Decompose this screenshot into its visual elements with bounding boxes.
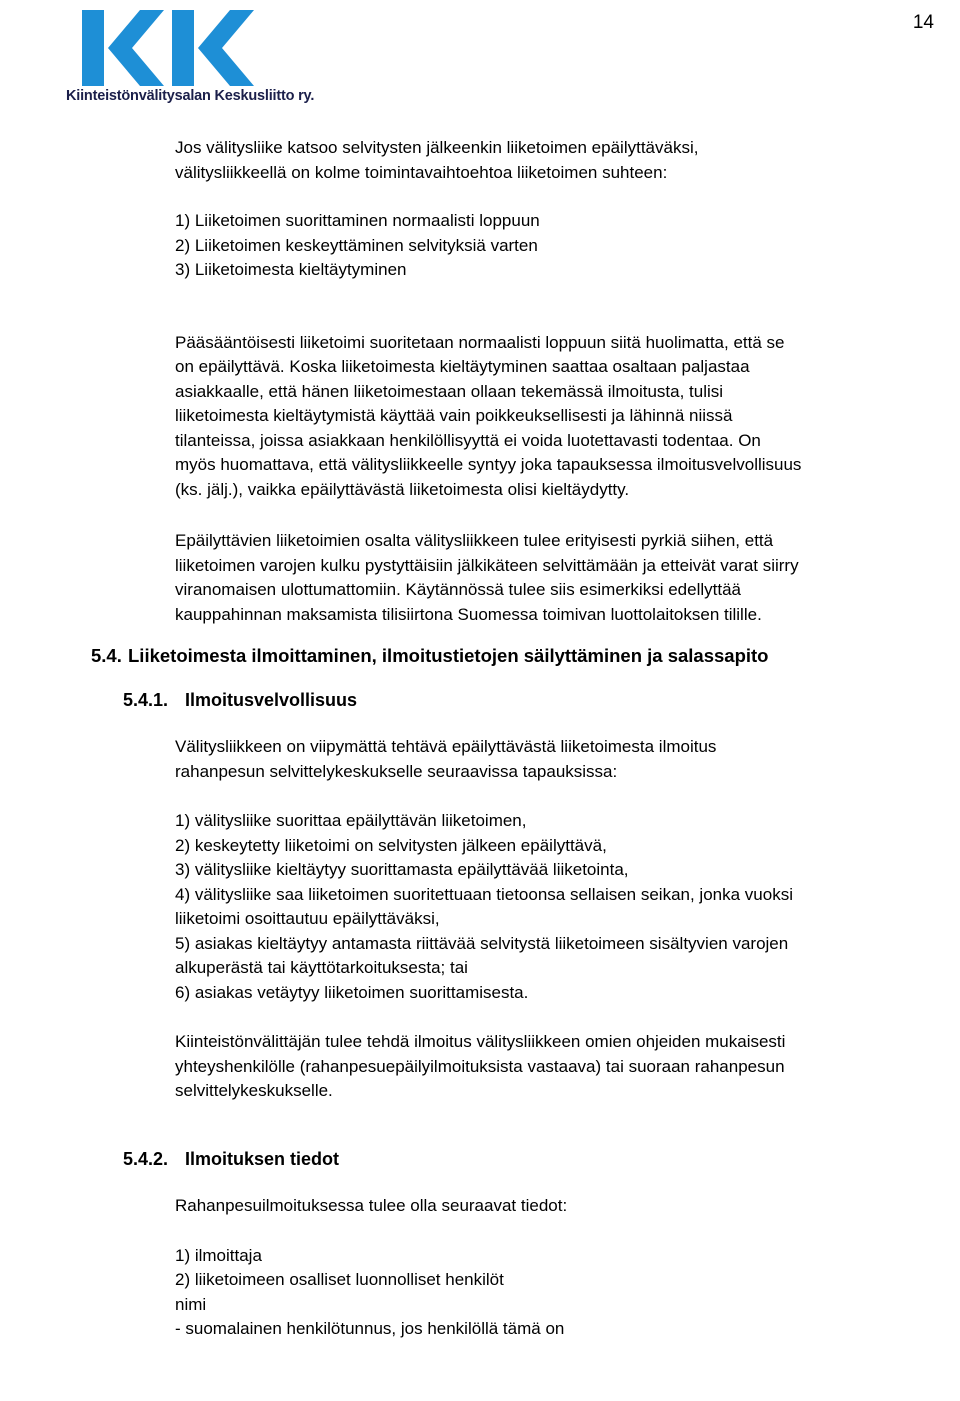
suspicious-transactions-paragraph — [175, 529, 945, 627]
main-practice-paragraph — [175, 331, 945, 503]
case-item: 2) keskeytetty liiketoimi on selvitysten jälkeen epäilyttävä, — [175, 835, 607, 855]
paragraph-line: liiketoimen varojen kulku pystyttäisiin jälkikäteen selvittämään ja etteivät varat siirry — [175, 555, 799, 575]
paragraph-line: Välitysliikkeen on viipymättä tehtävä epäilyttävästä liiketoimesta ilmoitus — [175, 737, 717, 756]
intro-paragraph — [175, 136, 945, 185]
reporting-closing — [175, 1030, 945, 1104]
case-item: 4) välitysliike saa liiketoimen suoritettuaan tietoonsa sellaisen seikan, jonka vuoksi — [175, 884, 793, 904]
logo-k2-stem — [172, 10, 194, 86]
paragraph-line: Kiinteistönvälittäjän tulee tehdä ilmoitus välitysliikkeen omien ohjeiden mukaisesti — [175, 1032, 786, 1051]
section-heading-5-4-1 — [123, 690, 357, 711]
case-item: 3) välitysliike kieltäytyy suorittamasta epäilyttävää liiketointa, — [175, 860, 629, 879]
organization-logo — [62, 8, 315, 108]
case-item: alkuperästä tai käyttötarkoituksesta; tai — [175, 958, 468, 977]
section-number: 5.4.2. — [123, 1149, 169, 1169]
logo-text: Kiinteistönvälitysalan Keskusliitto ry. — [66, 88, 315, 104]
paragraph-line: liiketoimesta kieltäytymistä käyttää vain poikkeuksellisesti ja lähinnä niissä — [175, 406, 733, 425]
section-a — [175, 136, 945, 627]
paragraph-line: myös huomattava, että välitysliikkeelle syntyy joka tapauksessa ilmoitusvelvollisuus — [175, 455, 802, 474]
logo-k2-lower-arm — [198, 48, 254, 86]
paragraph-line: yhteyshenkilölle (rahanpesuepäilyilmoituksista vastaava) tai suoraan rahanpesun — [175, 1056, 785, 1076]
paragraph-line: Pääsääntöisesti liiketoimi suoritetaan normaalisti loppuun siitä huolimatta, että se — [175, 332, 785, 352]
section-heading-5-4-2 — [123, 1149, 339, 1170]
content-item: 2) liiketoimeen osalliset luonnolliset henkilöt — [175, 1270, 504, 1289]
case-item: 5) asiakas kieltäytyy antamasta riittävää selvitystä liiketoimeen sisältyvien varojen — [175, 933, 789, 953]
options-list — [175, 209, 945, 283]
paragraph-line: tilanteissa, joissa asiakkaan henkilöllisyyttä ei voida luotettavasti todentaa. On — [175, 430, 761, 450]
content-item: 1) ilmoittaja — [175, 1245, 262, 1265]
paragraph-line: Epäilyttävien liiketoimien osalta välitysliikkeen tulee erityisesti pyrkiä siihen, että — [175, 531, 774, 550]
report-contents-list — [175, 1244, 945, 1342]
paragraph-line: kauppahinnan maksamista tilisiirtona Suomessa toimivan luottolaitoksen tilille. — [175, 604, 762, 624]
reporting-intro — [175, 735, 945, 784]
section-5-4-2-body — [175, 1194, 945, 1342]
section-heading-5-4 — [91, 645, 768, 667]
content-item: nimi — [175, 1294, 207, 1314]
paragraph-line: viranomaisen ulottumattomiin. Käytännössä tulee siis esimerkiksi edellyttää — [175, 580, 741, 599]
case-item: 1) välitysliike suorittaa epäilyttävän liiketoimen, — [175, 811, 527, 830]
logo-k1-upper-arm — [108, 10, 164, 48]
paragraph-line: rahanpesun selvittelykeskukselle seuraavissa tapauksissa: — [175, 761, 618, 781]
section-title: Ilmoituksen tiedot — [185, 1149, 340, 1169]
option-item: 1) Liiketoimen suorittaminen normaalisti loppuun — [175, 211, 540, 230]
reporting-cases-list — [175, 809, 945, 1005]
section-number: 5.4. — [91, 645, 122, 666]
paragraph-line: on epäilyttävä. Koska liiketoimesta kieltäytyminen saattaa osaltaan paljastaa — [175, 357, 750, 376]
kk-logo-mark — [62, 8, 272, 88]
intro-line: Jos välitysliike katsoo selvitysten jälkeenkin liiketoimen epäilyttäväksi, — [175, 138, 699, 157]
paragraph-line: (ks. jälj.), vaikka epäilyttävästä liiketoimesta olisi kieltäydytty. — [175, 479, 630, 499]
intro-line: välitysliikkeellä on kolme toimintavaihtoehtoa liiketoimen suhteen: — [175, 162, 668, 182]
logo-k1-lower-arm — [108, 48, 164, 86]
case-item: liiketoimi osoittautuu epäilyttäväksi, — [175, 909, 440, 928]
case-item: 6) asiakas vetäytyy liiketoimen suorittamisesta. — [175, 982, 529, 1002]
option-item: 2) Liiketoimen keskeyttäminen selvityksiä varten — [175, 235, 538, 255]
section-title: Ilmoitusvelvollisuus — [185, 690, 358, 710]
section-title: Liiketoimesta ilmoittaminen, ilmoitustietojen säilyttäminen ja salassapito — [128, 645, 769, 666]
page-number: 14 — [912, 12, 934, 33]
paragraph-line: asiakkaalle, että hänen liiketoimestaan ollaan tekemässä ilmoitusta, tulisi — [175, 381, 724, 401]
section-5-4-1-body — [175, 735, 945, 1104]
logo-k2-upper-arm — [198, 10, 254, 48]
section-number: 5.4.1. — [123, 690, 169, 710]
report-contents-intro: Rahanpesuilmoituksessa tulee olla seuraavat tiedot: — [175, 1196, 568, 1215]
content-item: - suomalainen henkilötunnus, jos henkilöllä tämä on — [175, 1319, 565, 1338]
logo-k1-stem — [82, 10, 104, 86]
paragraph-line: selvittelykeskukselle. — [175, 1081, 333, 1100]
option-item: 3) Liiketoimesta kieltäytyminen — [175, 260, 407, 279]
